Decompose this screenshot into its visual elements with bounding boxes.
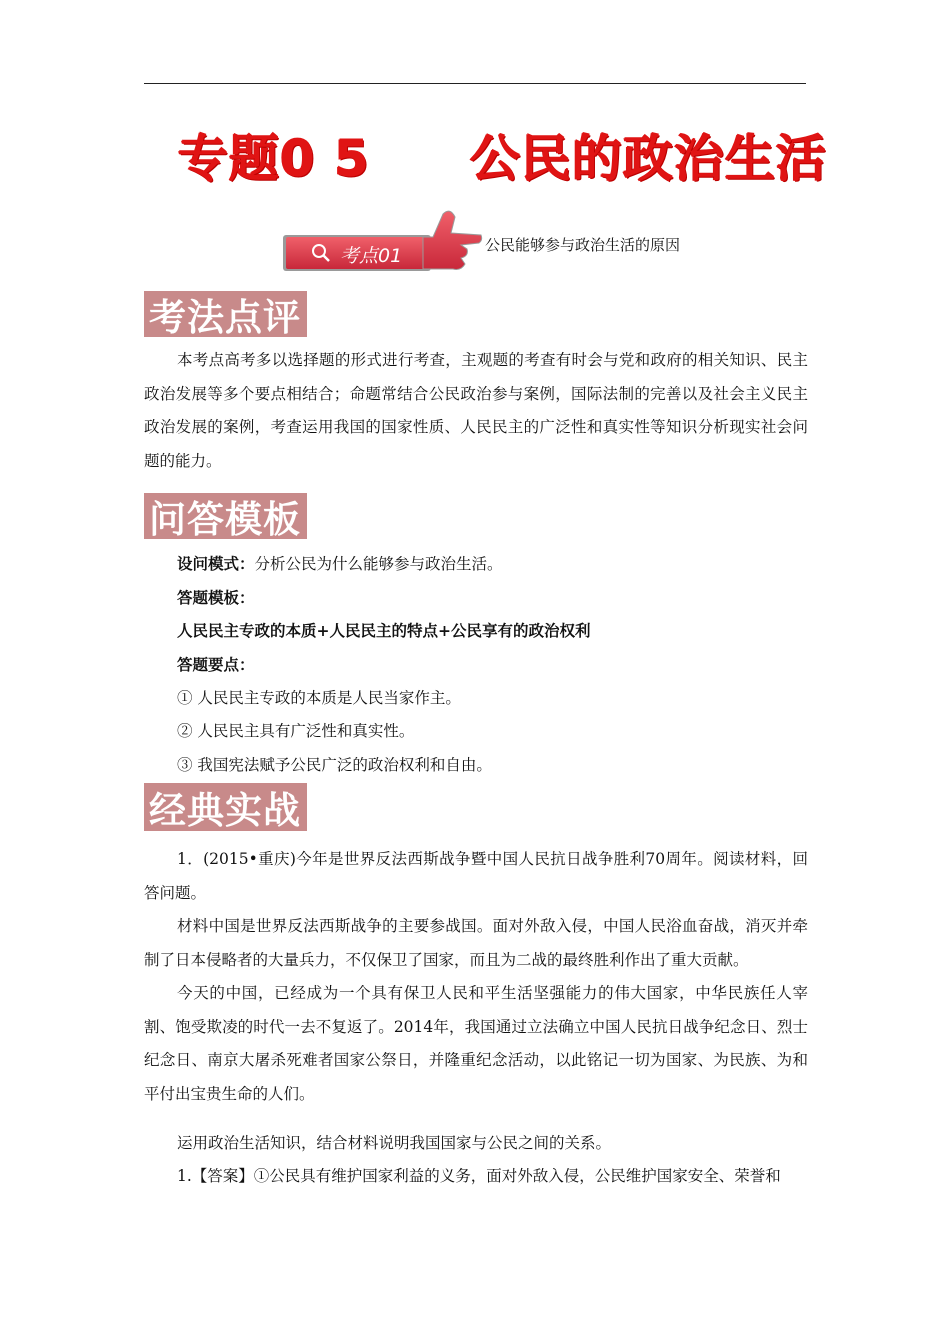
material-paragraph-2: 今天的中国，已经成为一个具有保卫人民和平生活坚强能力的伟大国家，中华民族任人宰割、饱受欺凌的时代一去不复返了。2014年，我国通过立法确立中国人民抗日战争纪念日、烈士纪念日、南京大屠杀死难者国家公祭日，并隆重纪念活动，以此铭记一切为国家、为民族、为和平付出宝贵生命的人们。 <box>144 984 808 1103</box>
section-kaofa: 考法点评 <box>144 291 307 337</box>
mode-text: 分析公民为什么能够参与政治生活。 <box>254 555 503 573</box>
answer-point-3: ③ 我国宪法赋予公民广泛的政治权利和自由。 <box>177 756 492 774</box>
answer-point-2: ② 人民民主具有广泛性和真实性。 <box>177 722 415 740</box>
material-paragraph-1: 材料中国是世界反法西斯战争的主要参战国。面对外敌入侵，中国人民浴血奋战，消灭并牵制了日本侵略者的大量兵力，不仅保卫了国家，而且为二战的最终胜利作出了重大贡献。 <box>144 917 808 969</box>
page-title: 公民的政治生活 <box>470 130 827 188</box>
question-mode <box>177 553 503 575</box>
section-jingdian: 经典实战 <box>144 783 307 831</box>
header-rule <box>144 83 806 84</box>
question-prompt: 运用政治生活知识，结合材料说明我国国家与公民之间的关系。 <box>177 1134 612 1152</box>
kaofa-paragraph: 本考点高考多以选择题的形式进行考查，主观题的考查有时会与党和政府的相关知识、民主政治发展等多个要点相结合；命题常结合公民政治参与案例，国际法制的完善以及社会主义民主政治发展的案例，考查运用我国的国家性质、人民民主的广泛性和真实性等知识分析现实社会问题的能力。 <box>144 351 808 470</box>
answer-point-1: ① 人民民主专政的本质是人民当家作主。 <box>177 689 461 707</box>
section-wenda: 问答模板 <box>144 493 307 539</box>
points-label: 答题要点： <box>177 655 255 674</box>
question-1: 1．(2015•重庆)今年是世界反法西斯战争暨中国人民抗日战争胜利70周年。阅读材料，回答问题。 <box>144 850 808 902</box>
mode-label: 设问模式： <box>177 554 255 573</box>
kaodian-title: 公民能够参与政治生活的原因 <box>485 236 681 254</box>
template-text: 人民民主专政的本质+人民民主的特点+公民享有的政治权利 <box>177 621 591 640</box>
template-label: 答题模板： <box>177 588 255 607</box>
kaodian-label: 考点01 <box>340 245 403 267</box>
answer-line: 1.【答案】①公民具有维护国家利益的义务，面对外敌入侵，公民维护国家安全、荣誉和 <box>177 1167 781 1185</box>
page-title-number: 专题0 5 <box>178 130 370 188</box>
